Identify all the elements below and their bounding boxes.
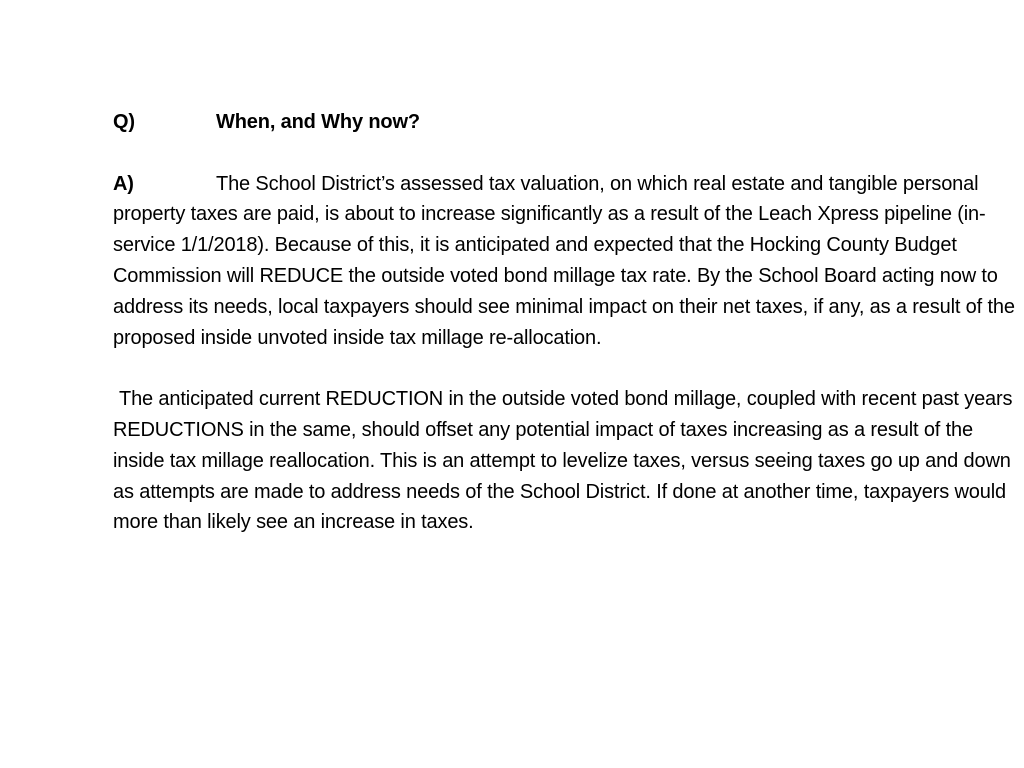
answer-text-1: The School District’s assessed tax valuation, on which real estate and tangible personal property taxes are paid, is about to increase significantly as a result of the Leach Xpress pipeline (in-service 1/1/2018). Because of this, it is anticipated and expected that the Hocking County Budget Commission will REDUCE the outside voted bond millage tax rate. By the School Board acting now to address its needs, local taxpayers should see minimal impact on their net taxes, if any, as a result of the proposed inside unvoted inside tax millage re-allocation. bbox=[113, 172, 1015, 349]
question-marker: Q) bbox=[113, 111, 135, 133]
question-text: When, and Why now? bbox=[216, 111, 420, 133]
answer-paragraph-1 bbox=[113, 169, 1018, 354]
spacer bbox=[113, 353, 1018, 384]
answer-marker: A) bbox=[113, 172, 134, 195]
answer-text-2: The anticipated current REDUCTION in the outside voted bond millage, coupled with recent past years REDUCTIONS in the same, should offset any potential impact of taxes increasing as a result of the inside tax millage reallocation. This is an attempt to levelize taxes, versus seeing taxes go up and down as attempts are made to address needs of the School District. If done at another time, taxpayers would more than likely see an increase in taxes. bbox=[113, 388, 1013, 534]
spacer bbox=[113, 138, 1018, 169]
qa-block bbox=[113, 107, 1018, 538]
answer-paragraph-2 bbox=[113, 384, 1018, 538]
question-row bbox=[113, 107, 1018, 138]
